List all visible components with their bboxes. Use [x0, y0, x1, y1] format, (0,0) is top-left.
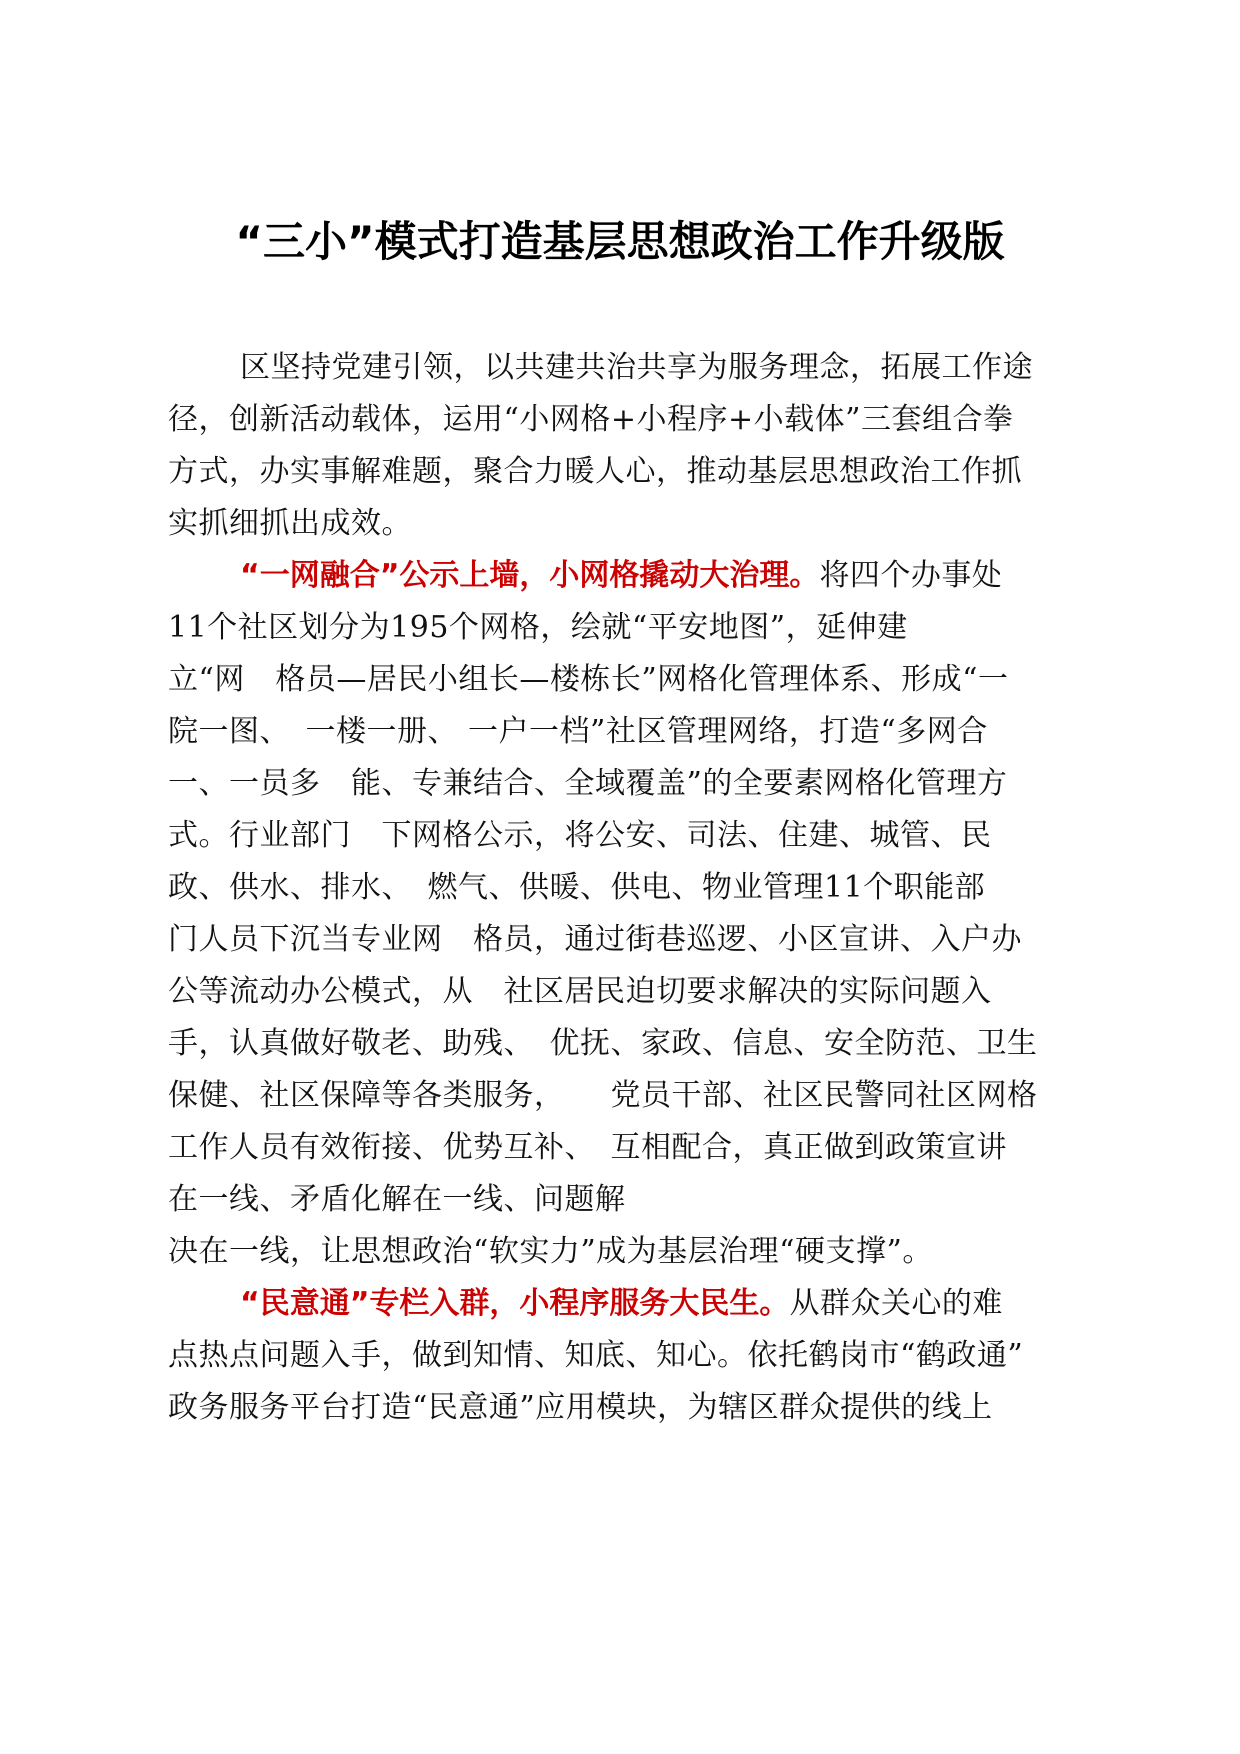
intro-paragraph — [168, 342, 1080, 550]
section2-first-line-text: 从群众关心的难 — [789, 1286, 1003, 1321]
section2-line: 政务服务平台打造“民意通”应用模块，为辖区群众提供的线上 — [168, 1390, 993, 1425]
section1-line: 保健、社区保障等各类服务， 党员干部、社区民警同社区网格 — [168, 1078, 1038, 1113]
section1-line: 公等流动办公模式，从 社区居民迫切要求解决的实际问题入 — [168, 974, 992, 1009]
section1-line: 11个社区划分为195个网格，绘就“平安地图”，延伸建 — [168, 610, 908, 645]
section2-heading: “民意通”专栏入群，小程序服务大民生。 — [240, 1286, 790, 1321]
section1-line: 立“网 格员—居民小组长—楼栋长”网格化管理体系、形成“一 — [168, 662, 1009, 697]
section1-line: 手，认真做好敬老、助残、 优抚、家政、信息、安全防范、卫生 — [168, 1026, 1038, 1061]
section1-line: 在一线、矛盾化解在一线、问题解 — [168, 1182, 626, 1217]
section1-line: 院一图、 一楼一册、 一户一档”社区管理网络，打造“多网合 — [168, 714, 988, 749]
intro-line: 径，创新活动载体，运用“小网格+小程序+小载体”三套组合拳 — [168, 402, 1014, 437]
section1-line: 门人员下沉当专业网 格员，通过街巷巡逻、小区宣讲、入户办 — [168, 922, 1022, 957]
section2-paragraph — [168, 1278, 1080, 1434]
section1-heading: “一网融合”公示上墙，小网格撬动大治理。 — [240, 558, 820, 593]
section1-paragraph — [168, 550, 1080, 1278]
section1-line: 政、供水、排水、 燃气、供暖、供电、物业管理11个职能部 — [168, 870, 986, 905]
section1-line: 式。行业部门 下网格公示，将公安、司法、住建、城管、民 — [168, 818, 992, 853]
page-title: “三小”模式打造基层思想政治工作升级版 — [235, 217, 1005, 266]
section1-line: 一、一员多 能、专兼结合、全域覆盖”的全要素网格化管理方 — [168, 766, 1008, 801]
intro-line: 实抓细抓出成效。 — [168, 506, 412, 541]
section2-first-line — [168, 1278, 1080, 1330]
section1-first-line — [168, 550, 1080, 602]
section1-first-line-text: 将四个办事处 — [819, 558, 1003, 593]
document-body — [168, 342, 1080, 1434]
intro-line: 区坚持党建引领，以共建共治共享为服务理念，拓展工作途 — [240, 350, 1033, 385]
intro-line: 方式，办实事解难题，聚合力暖人心，推动基层思想政治工作抓 — [168, 454, 1022, 489]
section2-line: 点热点问题入手，做到知情、知底、知心。依托鹤岗市“鹤政通” — [168, 1338, 1024, 1373]
section1-line: 工作人员有效衔接、优势互补、 互相配合，真正做到政策宣讲 — [168, 1130, 1007, 1165]
section1-line: 决在一线，让思想政治“软实力”成为基层治理“硬支撑”。 — [168, 1234, 933, 1269]
